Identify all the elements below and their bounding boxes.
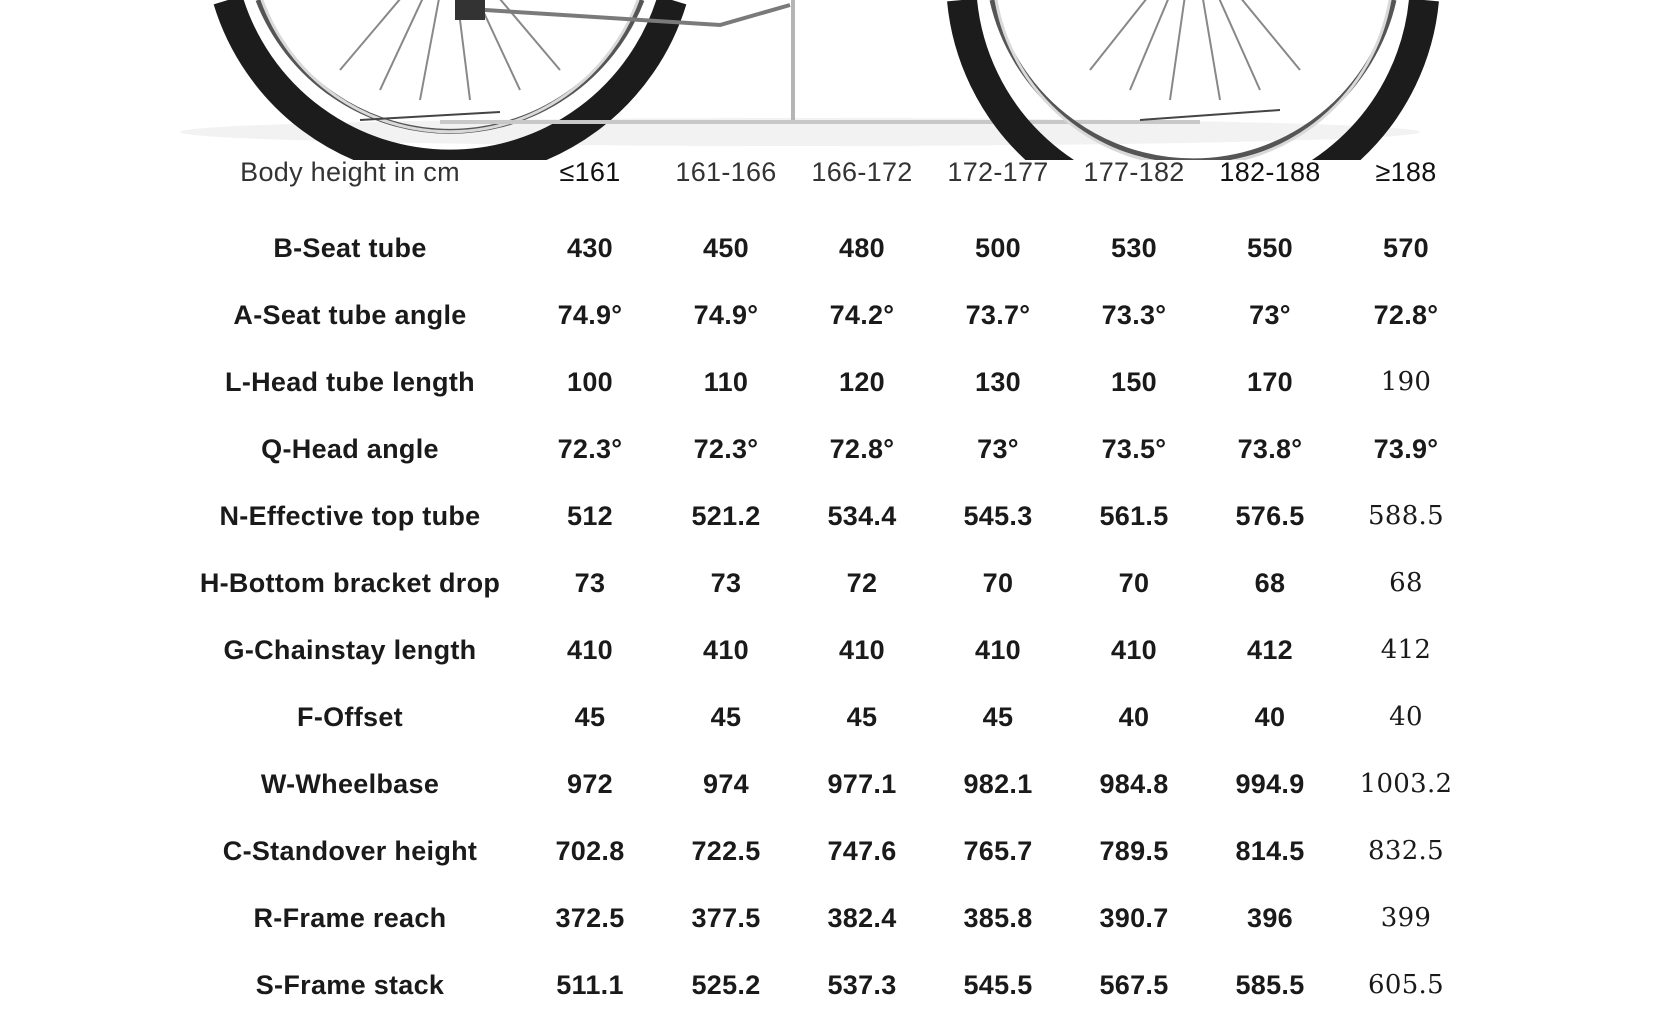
table-cell: 511.1 bbox=[556, 970, 624, 1000]
row-label: S-Frame stack bbox=[255, 970, 445, 1000]
size-header: ≤161 bbox=[559, 157, 621, 187]
table-row bbox=[0, 685, 1653, 749]
table-cell: 45 bbox=[574, 702, 606, 732]
table-cell: 382.4 bbox=[827, 903, 897, 933]
row-label: W-Wheelbase bbox=[260, 769, 440, 799]
table-row bbox=[0, 216, 1653, 280]
table-cell: 120 bbox=[839, 367, 885, 397]
table-cell: 530 bbox=[1111, 233, 1157, 263]
table-cell: 567.5 bbox=[1099, 970, 1169, 1000]
table-cell: 70 bbox=[982, 568, 1014, 598]
table-cell: 585.5 bbox=[1235, 970, 1305, 1000]
size-header: 177-182 bbox=[1083, 157, 1185, 187]
table-cell: 70 bbox=[1118, 568, 1150, 598]
row-label: R-Frame reach bbox=[253, 903, 447, 933]
table-cell: 500 bbox=[975, 233, 1021, 263]
table-cell: 150 bbox=[1111, 367, 1157, 397]
table-cell: 410 bbox=[567, 635, 613, 665]
table-row bbox=[0, 886, 1653, 950]
row-label: L-Head tube length bbox=[225, 367, 475, 397]
table-cell: 40 bbox=[1254, 702, 1286, 732]
table-cell: 72.3° bbox=[693, 434, 759, 464]
table-cell: 747.6 bbox=[827, 836, 897, 866]
table-cell: 72.8° bbox=[1373, 300, 1439, 330]
size-header: ≥188 bbox=[1375, 157, 1437, 187]
table-cell: 789.5 bbox=[1099, 836, 1169, 866]
table-row bbox=[0, 618, 1653, 682]
table-cell: 73.8° bbox=[1237, 434, 1303, 464]
table-cell: 977.1 bbox=[827, 769, 897, 799]
table-cell: 512 bbox=[567, 501, 613, 531]
table-cell: 45 bbox=[710, 702, 742, 732]
table-cell: 480 bbox=[839, 233, 885, 263]
bicycle-photo bbox=[0, 0, 1653, 160]
table-cell: 45 bbox=[846, 702, 878, 732]
table-header-row bbox=[0, 140, 1653, 204]
table-row bbox=[0, 283, 1653, 347]
table-cell: 412 bbox=[1247, 635, 1293, 665]
table-cell: 73.5° bbox=[1101, 434, 1167, 464]
table-cell: 40 bbox=[1389, 702, 1423, 732]
table-cell: 73 bbox=[574, 568, 606, 598]
table-cell: 410 bbox=[839, 635, 885, 665]
table-cell: 390.7 bbox=[1099, 903, 1169, 933]
table-cell: 525.2 bbox=[691, 970, 761, 1000]
table-cell: 396 bbox=[1247, 903, 1293, 933]
table-cell: 399 bbox=[1380, 903, 1432, 933]
table-cell: 73 bbox=[710, 568, 742, 598]
table-cell: 450 bbox=[703, 233, 749, 263]
table-cell: 74.9° bbox=[693, 300, 759, 330]
table-cell: 410 bbox=[703, 635, 749, 665]
table-cell: 974 bbox=[703, 769, 749, 799]
table-cell: 73.7° bbox=[965, 300, 1031, 330]
header-label: Body height in cm bbox=[240, 157, 460, 187]
table-cell: 702.8 bbox=[555, 836, 625, 866]
table-cell: 45 bbox=[982, 702, 1014, 732]
row-label: N-Effective top tube bbox=[219, 501, 481, 531]
table-cell: 410 bbox=[1111, 635, 1157, 665]
table-cell: 110 bbox=[703, 367, 749, 397]
row-label: F-Offset bbox=[297, 702, 403, 732]
table-cell: 410 bbox=[975, 635, 1021, 665]
table-cell: 73° bbox=[977, 434, 1019, 464]
table-row bbox=[0, 953, 1653, 1017]
table-cell: 994.9 bbox=[1235, 769, 1305, 799]
row-label: B-Seat tube bbox=[273, 233, 427, 263]
row-label: C-Standover height bbox=[222, 836, 478, 866]
table-cell: 68 bbox=[1389, 568, 1423, 598]
table-row bbox=[0, 350, 1653, 414]
size-header: 166-172 bbox=[811, 157, 913, 187]
row-label: A-Seat tube angle bbox=[233, 300, 467, 330]
table-row bbox=[0, 551, 1653, 615]
table-cell: 605.5 bbox=[1368, 970, 1444, 1000]
table-cell: 521.2 bbox=[691, 501, 761, 531]
table-cell: 722.5 bbox=[691, 836, 761, 866]
table-cell: 984.8 bbox=[1099, 769, 1169, 799]
table-cell: 765.7 bbox=[963, 836, 1033, 866]
table-cell: 40 bbox=[1118, 702, 1150, 732]
table-cell: 588.5 bbox=[1368, 501, 1444, 531]
row-label: H-Bottom bracket drop bbox=[199, 568, 501, 598]
table-cell: 68 bbox=[1254, 568, 1286, 598]
table-cell: 814.5 bbox=[1235, 836, 1305, 866]
table-cell: 72.3° bbox=[557, 434, 623, 464]
table-cell: 74.9° bbox=[557, 300, 623, 330]
table-cell: 545.5 bbox=[963, 970, 1033, 1000]
table-row bbox=[0, 417, 1653, 481]
table-cell: 377.5 bbox=[691, 903, 761, 933]
table-cell: 170 bbox=[1247, 367, 1293, 397]
table-cell: 372.5 bbox=[555, 903, 625, 933]
table-cell: 73° bbox=[1249, 300, 1291, 330]
row-label: G-Chainstay length bbox=[223, 635, 477, 665]
table-cell: 100 bbox=[567, 367, 613, 397]
table-cell: 561.5 bbox=[1099, 501, 1169, 531]
table-cell: 570 bbox=[1383, 233, 1429, 263]
table-cell: 972 bbox=[567, 769, 613, 799]
table-cell: 545.3 bbox=[963, 501, 1033, 531]
table-cell: 74.2° bbox=[829, 300, 895, 330]
table-cell: 73.9° bbox=[1373, 434, 1439, 464]
bicycle-wheels-illustration bbox=[0, 0, 1653, 160]
table-cell: 72.8° bbox=[829, 434, 895, 464]
table-cell: 982.1 bbox=[963, 769, 1033, 799]
table-cell: 1003.2 bbox=[1359, 769, 1453, 799]
table-cell: 412 bbox=[1380, 635, 1432, 665]
table-cell: 550 bbox=[1247, 233, 1293, 263]
size-header: 182-188 bbox=[1219, 157, 1321, 187]
table-cell: 576.5 bbox=[1235, 501, 1305, 531]
table-row bbox=[0, 819, 1653, 883]
row-label: Q-Head angle bbox=[261, 434, 439, 464]
size-header: 161-166 bbox=[675, 157, 777, 187]
table-cell: 73.3° bbox=[1101, 300, 1167, 330]
table-cell: 72 bbox=[846, 568, 878, 598]
table-cell: 385.8 bbox=[963, 903, 1033, 933]
table-cell: 534.4 bbox=[827, 501, 897, 531]
table-cell: 190 bbox=[1380, 367, 1432, 397]
size-header: 172-177 bbox=[947, 157, 1049, 187]
table-cell: 130 bbox=[975, 367, 1021, 397]
table-cell: 430 bbox=[567, 233, 613, 263]
table-row bbox=[0, 484, 1653, 548]
table-cell: 832.5 bbox=[1368, 836, 1444, 866]
table-row bbox=[0, 752, 1653, 816]
table-cell: 537.3 bbox=[827, 970, 897, 1000]
